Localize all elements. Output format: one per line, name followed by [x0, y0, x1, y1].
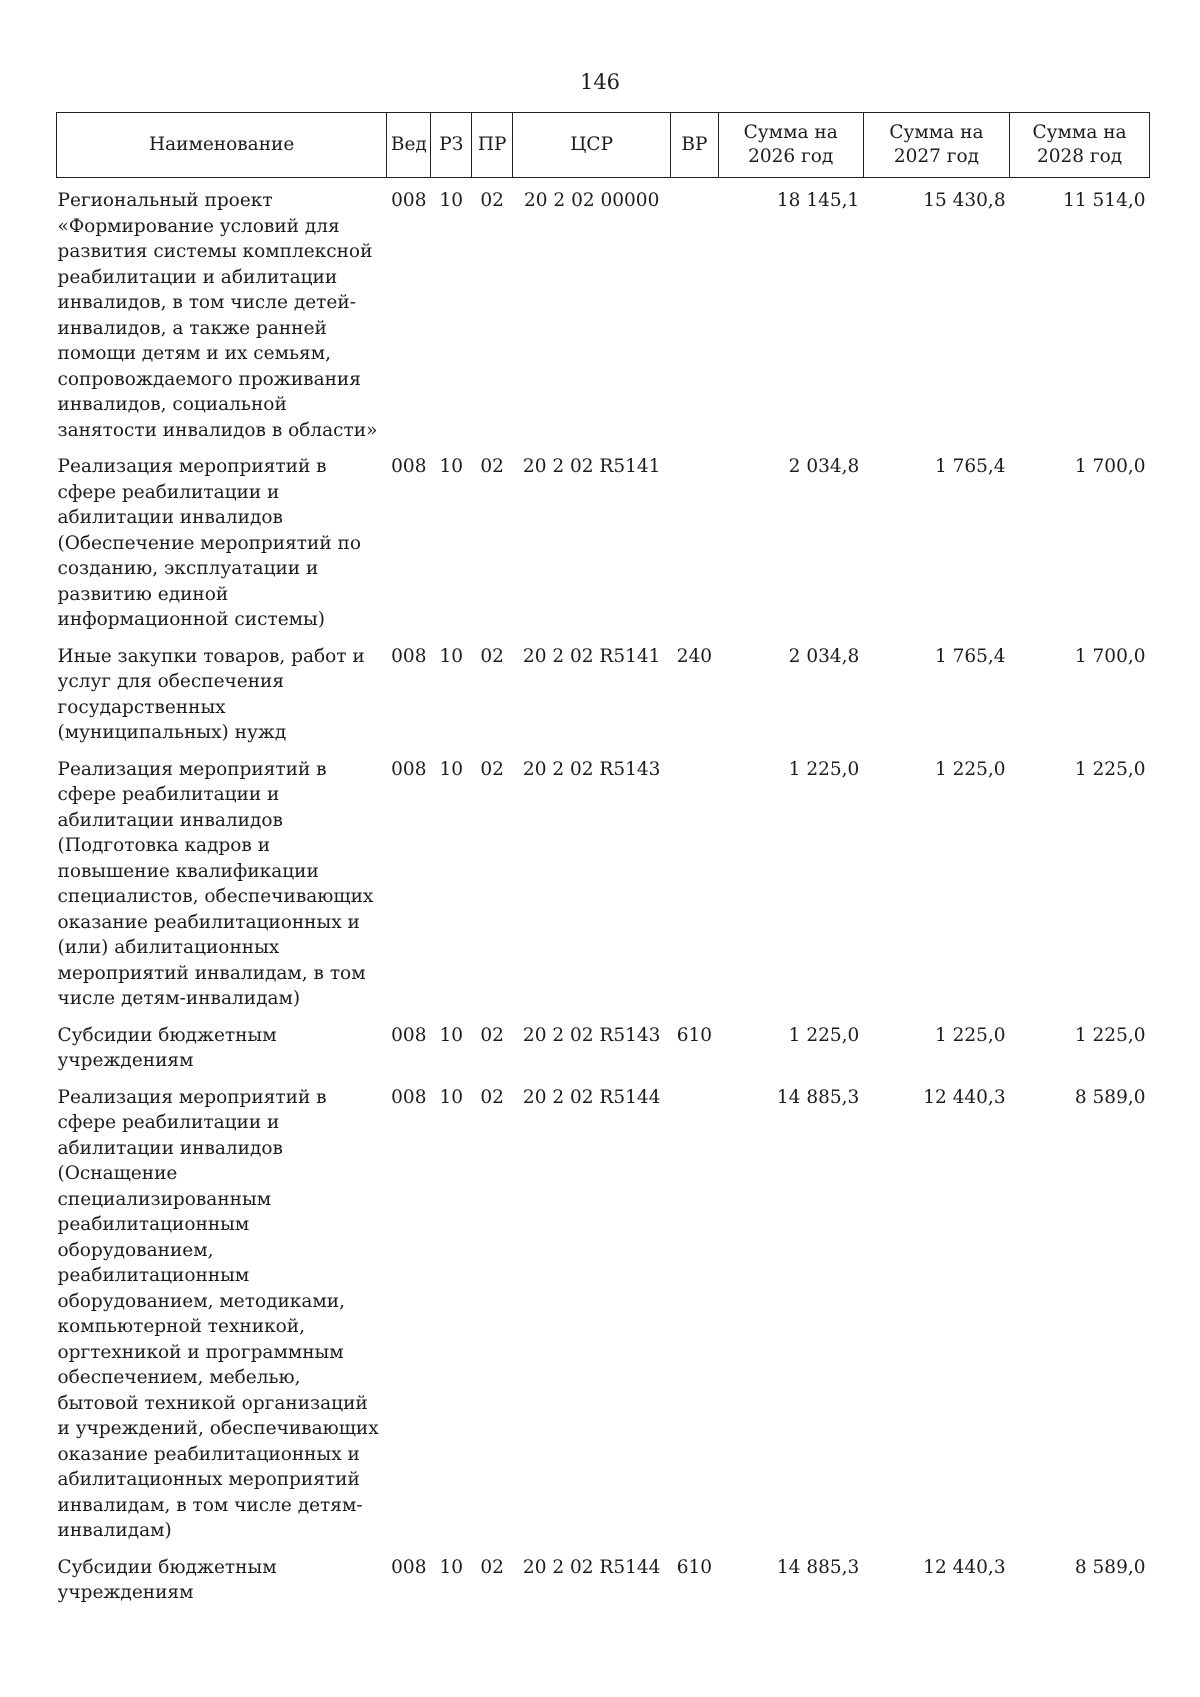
row-sum-2026: 1 225,0 [788, 758, 860, 780]
row-rz: 10 [439, 1024, 464, 1046]
header-sum-2028: Сумма на 2028 год [1010, 113, 1150, 178]
row-name: Субсидии бюджетным учреждениям [57, 1024, 277, 1071]
row-pr: 02 [480, 190, 504, 211]
row-rz: 10 [439, 1556, 464, 1578]
row-sum-2027: 1 765,4 [934, 645, 1006, 667]
row-pr: 02 [480, 758, 504, 780]
row-rz: 10 [439, 1086, 464, 1108]
row-rz: 10 [439, 456, 464, 477]
row-pr: 02 [480, 456, 504, 477]
row-sum-2027: 12 440,3 [923, 1556, 1006, 1578]
table-header [57, 113, 1150, 178]
row-csr: 20 2 02 R5144 [522, 1556, 661, 1578]
row-sum-2028: 8 589,0 [1074, 1556, 1146, 1578]
row-pr: 02 [480, 1024, 504, 1046]
row-name: Субсидии бюджетным учреждениям [57, 1556, 277, 1603]
table-row [57, 178, 1150, 446]
row-csr: 20 2 02 R5144 [522, 1086, 661, 1108]
row-pr: 02 [480, 1086, 504, 1108]
header-rz: РЗ [431, 113, 472, 178]
row-name: Иные закупки товаров, работ и услуг для обеспечения государственных (муниципальных) нужд [57, 645, 365, 743]
row-name: Реализация мероприятий в сфере реабилитации и абилитации инвалидов (Подготовка кадров и повышение квалификации специалистов, обеспечивающих оказание реабилитационных и (или) абилитационных мероприятий инвалидам, в том числе детям-инвалидам) [57, 758, 374, 1009]
row-sum-2028: 1 225,0 [1074, 1024, 1146, 1046]
row-ved: 008 [391, 1024, 427, 1046]
row-vr [671, 748, 718, 1014]
row-csr: 20 2 02 R5143 [522, 758, 661, 780]
row-sum-2027: 1 225,0 [934, 758, 1006, 780]
row-sum-2027: 1 765,4 [934, 456, 1006, 477]
row-ved: 008 [391, 758, 427, 780]
table-row [57, 1076, 1150, 1546]
row-ved: 008 [391, 1086, 427, 1108]
row-pr: 02 [480, 645, 504, 667]
header-name: Наименование [57, 113, 387, 178]
row-vr [671, 178, 718, 446]
row-sum-2026: 18 145,1 [776, 190, 860, 211]
row-rz: 10 [439, 758, 464, 780]
row-sum-2026: 2 034,8 [788, 645, 860, 667]
row-rz: 10 [439, 190, 464, 211]
table-row [57, 445, 1150, 635]
row-sum-2027: 12 440,3 [923, 1086, 1006, 1108]
row-vr: 240 [676, 645, 713, 667]
header-ved: Вед [387, 113, 431, 178]
row-ved: 008 [391, 1556, 427, 1578]
table-row [57, 635, 1150, 748]
row-csr: 20 2 02 R5141 [522, 645, 661, 667]
budget-table [56, 112, 1150, 1608]
row-vr [671, 445, 718, 635]
row-rz: 10 [439, 645, 464, 667]
header-vr: ВР [671, 113, 718, 178]
row-sum-2028: 1 700,0 [1074, 456, 1146, 477]
row-sum-2027: 15 430,8 [923, 190, 1006, 211]
row-sum-2028: 1 700,0 [1074, 645, 1146, 667]
row-sum-2026: 2 034,8 [788, 456, 860, 477]
row-csr: 20 2 02 00000 [524, 190, 660, 211]
row-name: Реализация мероприятий в сфере реабилитации и абилитации инвалидов (Оснащение специализированным реабилитационным оборудованием, реабилитационным оборудованием, методиками, компьютерной техникой, оргтехникой и программным обеспечением, мебелью, бытовой техникой организаций и учреждений, обеспечивающих оказание реабилитационных и абилитационных мероприятий инвалидам, в том числе детям-инвалидам) [57, 1086, 379, 1541]
table-row [57, 1014, 1150, 1076]
row-ved: 008 [391, 645, 427, 667]
row-sum-2027: 1 225,0 [934, 1024, 1006, 1046]
row-ved: 008 [391, 456, 427, 477]
header-sum-2026: Сумма на 2026 год [718, 113, 863, 178]
header-sum-2027: Сумма на 2027 год [863, 113, 1009, 178]
row-sum-2026: 14 885,3 [776, 1556, 860, 1578]
row-ved: 008 [391, 190, 427, 211]
row-csr: 20 2 02 R5143 [522, 1024, 661, 1046]
row-sum-2026: 14 885,3 [776, 1086, 860, 1108]
table-row [57, 1546, 1150, 1608]
row-csr: 20 2 02 R5141 [522, 456, 661, 477]
row-vr: 610 [676, 1024, 713, 1046]
row-name: Региональный проект «Формирование условий для развития системы комплексной реабилитации и абилитации инвалидов, в том числе детей-инвалидов, а также ранней помощи детям и их семьям, сопровождаемого проживания инвалидов, социальной занятости инвалидов в области» [57, 190, 378, 441]
row-sum-2028: 11 514,0 [1063, 190, 1146, 211]
row-pr: 02 [480, 1556, 504, 1578]
page-number: 146 [579, 70, 621, 94]
row-sum-2028: 8 589,0 [1074, 1086, 1146, 1108]
table-row [57, 748, 1150, 1014]
row-sum-2026: 1 225,0 [788, 1024, 860, 1046]
row-name: Реализация мероприятий в сфере реабилитации и абилитации инвалидов (Обеспечение мероприятий по созданию, эксплуатации и развитию единой информационной системы) [57, 456, 362, 630]
row-sum-2028: 1 225,0 [1074, 758, 1146, 780]
row-vr: 610 [676, 1556, 713, 1578]
header-csr: ЦСР [513, 113, 671, 178]
row-vr [671, 1076, 718, 1546]
header-pr: ПР [472, 113, 513, 178]
